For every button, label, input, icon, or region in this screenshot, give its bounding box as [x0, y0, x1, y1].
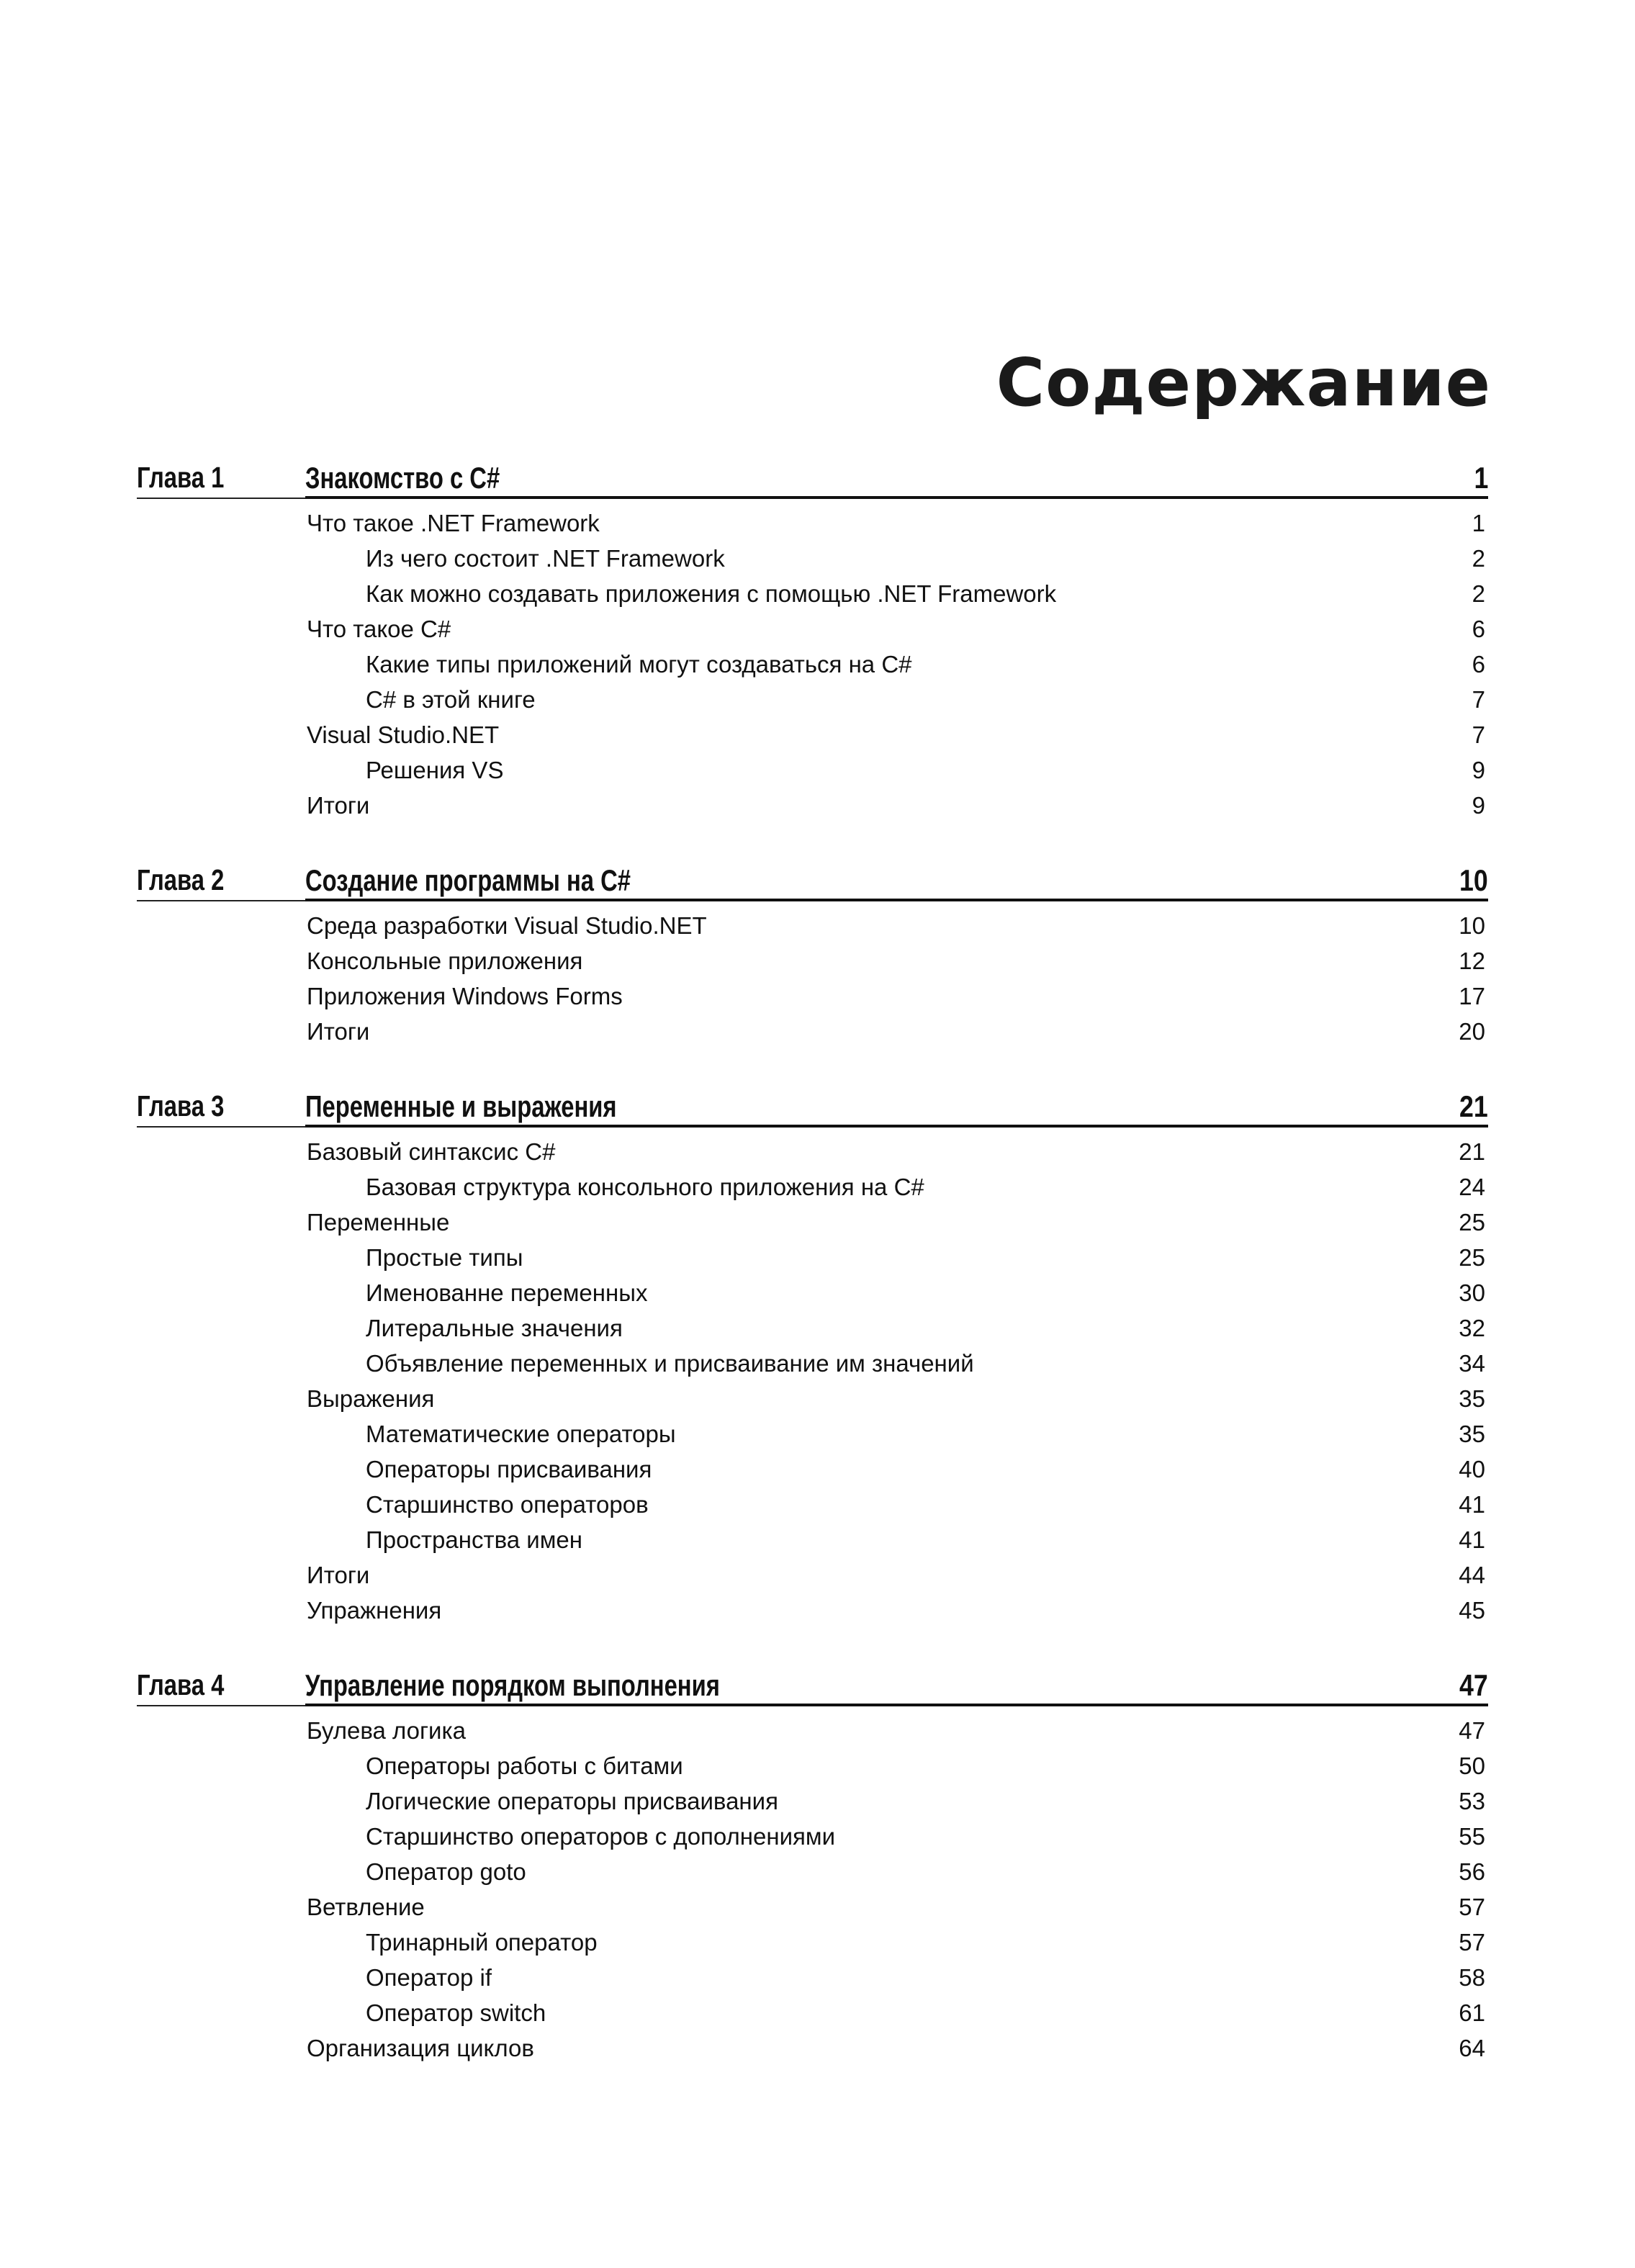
toc-entry-title: Из чего состоит .NET Framework	[366, 545, 725, 572]
toc-entry-page-number: 41	[1459, 1491, 1485, 1518]
chapter-label: Глава 2	[137, 863, 225, 896]
toc-entry[interactable]	[137, 505, 1488, 541]
toc-entry[interactable]	[137, 788, 1488, 823]
toc-entry[interactable]	[137, 1240, 1488, 1275]
toc-entry-title: Итоги	[307, 792, 370, 819]
toc-entry-page-number: 55	[1459, 1823, 1485, 1850]
toc-entry-title: Среда разработки Visual Studio.NET	[307, 912, 707, 939]
toc-entry-title: Базовый синтаксис C#	[307, 1138, 556, 1165]
chapter-spacer	[137, 1628, 1488, 1662]
toc-entry-title: Булева логика	[307, 1717, 466, 1744]
chapter-title: Управление порядком выполнения	[305, 1668, 720, 1702]
toc-entry[interactable]	[137, 1134, 1488, 1169]
toc-entry[interactable]	[137, 1169, 1488, 1205]
chapter-title: Знакомство с C#	[305, 461, 500, 495]
chapter-spacer	[137, 1049, 1488, 1084]
chapter-rule-thick	[305, 496, 1488, 499]
chapter-entries	[137, 500, 1488, 823]
toc-entry-title: Математические операторы	[366, 1421, 676, 1447]
toc-entry-title: Базовая структура консольного приложения на C#	[366, 1174, 924, 1200]
toc-entry[interactable]	[137, 576, 1488, 611]
toc-entry-page-number: 57	[1459, 1894, 1485, 1920]
toc-entry[interactable]	[137, 1416, 1488, 1452]
toc-entry[interactable]	[137, 1205, 1488, 1240]
toc-entry-page-number: 25	[1459, 1244, 1485, 1271]
chapter-section	[137, 858, 1488, 1049]
toc-entry[interactable]	[137, 541, 1488, 576]
toc-entry[interactable]	[137, 908, 1488, 943]
toc-entry-title: Старшинство операторов	[366, 1491, 649, 1518]
toc-entry-title: Visual Studio.NET	[307, 721, 500, 748]
chapter-label: Глава 4	[137, 1668, 225, 1701]
toc-entry-title: Операторы работы с битами	[366, 1752, 683, 1779]
toc-entry-page-number: 64	[1459, 2035, 1485, 2061]
toc-entry[interactable]	[137, 1310, 1488, 1346]
toc-entry-title: Объявление переменных и присваивание им значений	[366, 1350, 974, 1377]
toc-entry-title: C# в этой книге	[366, 686, 536, 713]
toc-entry-title: Что такое C#	[307, 616, 451, 642]
toc-entry[interactable]	[137, 978, 1488, 1014]
chapter-section	[137, 1084, 1488, 1628]
chapter-rule-thin	[137, 498, 305, 499]
toc-entry-title: Как можно создавать приложения с помощью .NET Framework	[366, 580, 1057, 607]
toc-entry[interactable]	[137, 1522, 1488, 1557]
toc-entry[interactable]	[137, 1014, 1488, 1049]
chapter-spacer	[137, 823, 1488, 858]
toc-entry-page-number: 45	[1459, 1597, 1485, 1624]
chapter-entries	[137, 902, 1488, 1049]
toc-entry[interactable]	[137, 1995, 1488, 2030]
toc-entry-page-number: 61	[1459, 1999, 1485, 2026]
toc-entry[interactable]	[137, 752, 1488, 788]
toc-entry-page-number: 24	[1459, 1174, 1485, 1200]
chapter-rule-thick	[305, 899, 1488, 901]
toc-entry-title: Переменные	[307, 1209, 450, 1236]
toc-entry-title: Оператор switch	[366, 1999, 546, 2026]
toc-entry-page-number: 34	[1459, 1350, 1485, 1377]
toc-entry-title: Выражения	[307, 1385, 435, 1412]
toc-entry-title: Ветвление	[307, 1894, 425, 1920]
toc-entry[interactable]	[137, 1713, 1488, 1748]
toc-entry[interactable]	[137, 1593, 1488, 1628]
chapter-page-number: 21	[1459, 1089, 1488, 1123]
toc-entry-page-number: 9	[1472, 792, 1485, 819]
chapter-title: Создание программы на C#	[305, 863, 631, 897]
toc-entry[interactable]	[137, 1275, 1488, 1310]
toc-entry-title: Консольные приложения	[307, 948, 583, 974]
toc-entry[interactable]	[137, 1960, 1488, 1995]
toc-entry-page-number: 44	[1459, 1562, 1485, 1588]
toc-entry-title: Упражнения	[307, 1597, 442, 1624]
chapter-section	[137, 455, 1488, 823]
toc-entry-title: Организация циклов	[307, 2035, 534, 2061]
toc-entry-page-number: 2	[1472, 580, 1485, 607]
toc-entry[interactable]	[137, 2030, 1488, 2066]
chapter-heading[interactable]	[137, 858, 1488, 902]
toc-entry[interactable]	[137, 1889, 1488, 1925]
toc-entry-page-number: 25	[1459, 1209, 1485, 1236]
toc-entry-page-number: 12	[1459, 948, 1485, 974]
toc-entry[interactable]	[137, 1452, 1488, 1487]
toc-entry[interactable]	[137, 1487, 1488, 1522]
toc-entry-page-number: 53	[1459, 1788, 1485, 1814]
toc-entry[interactable]	[137, 1854, 1488, 1889]
chapter-page-number: 47	[1459, 1668, 1488, 1702]
chapter-rule-thick	[305, 1704, 1488, 1706]
toc-entry-page-number: 40	[1459, 1456, 1485, 1482]
toc-entry-title: Именованне переменных	[366, 1279, 648, 1306]
toc-entry-page-number: 10	[1459, 912, 1485, 939]
toc-entry-page-number: 6	[1472, 651, 1485, 678]
toc-entry-page-number: 32	[1459, 1315, 1485, 1341]
chapter-rule-thin	[137, 1126, 305, 1128]
toc-entry-page-number: 6	[1472, 616, 1485, 642]
toc-entry-page-number: 1	[1472, 510, 1485, 536]
toc-entry[interactable]	[137, 1748, 1488, 1783]
toc-entry-title: Операторы присваивания	[366, 1456, 652, 1482]
toc-entry-page-number: 56	[1459, 1858, 1485, 1885]
toc-entry-page-number: 9	[1472, 757, 1485, 783]
toc-entry[interactable]	[137, 1819, 1488, 1854]
toc-entry-page-number: 7	[1472, 721, 1485, 748]
toc-entry-title: Пространства имен	[366, 1526, 582, 1553]
chapter-heading[interactable]	[137, 1662, 1488, 1707]
chapter-title: Переменные и выражения	[305, 1089, 617, 1123]
chapter-heading[interactable]	[137, 1084, 1488, 1128]
toc-entry[interactable]	[137, 1925, 1488, 1960]
toc-entry[interactable]	[137, 1557, 1488, 1593]
toc-entry-page-number: 50	[1459, 1752, 1485, 1779]
toc-entry[interactable]	[137, 611, 1488, 647]
page-title: Содержание	[996, 344, 1491, 421]
toc-entry[interactable]	[137, 943, 1488, 978]
toc-entry-page-number: 2	[1472, 545, 1485, 572]
toc-entry-page-number: 35	[1459, 1385, 1485, 1412]
toc-entry-page-number: 41	[1459, 1526, 1485, 1553]
toc-entry-title: Итоги	[307, 1562, 370, 1588]
toc-entry[interactable]	[137, 682, 1488, 717]
chapter-section	[137, 1662, 1488, 2066]
toc-entry[interactable]	[137, 647, 1488, 682]
chapter-page-number: 10	[1459, 863, 1488, 897]
chapter-rule-thin	[137, 1705, 305, 1706]
toc-entry-page-number: 7	[1472, 686, 1485, 713]
toc-entry-title: Логические операторы присваивания	[366, 1788, 778, 1814]
table-of-contents	[137, 455, 1488, 2066]
toc-entry-title: Оператор goto	[366, 1858, 526, 1885]
chapter-rule-thick	[305, 1125, 1488, 1128]
chapter-label: Глава 3	[137, 1089, 225, 1122]
toc-entry-title: Итоги	[307, 1018, 370, 1045]
toc-entry[interactable]	[137, 1346, 1488, 1381]
toc-entry-page-number: 17	[1459, 983, 1485, 1009]
chapter-page-number: 1	[1474, 461, 1488, 495]
toc-entry[interactable]	[137, 717, 1488, 752]
toc-entry[interactable]	[137, 1783, 1488, 1819]
chapter-entries	[137, 1128, 1488, 1628]
toc-entry-title: Литеральные значения	[366, 1315, 623, 1341]
toc-entry-page-number: 21	[1459, 1138, 1485, 1165]
toc-entry-title: Решения VS	[366, 757, 504, 783]
chapter-heading[interactable]	[137, 455, 1488, 500]
toc-entry-title: Тринарный оператор	[366, 1929, 598, 1956]
toc-entry-page-number: 20	[1459, 1018, 1485, 1045]
toc-entry-title: Какие типы приложений могут создаваться на C#	[366, 651, 912, 678]
chapter-entries	[137, 1707, 1488, 2066]
toc-entry-title: Старшинство операторов с дополнениями	[366, 1823, 836, 1850]
toc-entry[interactable]	[137, 1381, 1488, 1416]
toc-entry-title: Оператор if	[366, 1964, 492, 1991]
toc-entry-page-number: 57	[1459, 1929, 1485, 1956]
toc-entry-title: Что такое .NET Framework	[307, 510, 600, 536]
toc-entry-title: Приложения Windows Forms	[307, 983, 623, 1009]
toc-entry-page-number: 30	[1459, 1279, 1485, 1306]
chapter-label: Глава 1	[137, 461, 225, 494]
chapter-rule-thin	[137, 900, 305, 901]
toc-entry-page-number: 35	[1459, 1421, 1485, 1447]
toc-entry-page-number: 58	[1459, 1964, 1485, 1991]
toc-entry-page-number: 47	[1459, 1717, 1485, 1744]
toc-entry-title: Простые типы	[366, 1244, 523, 1271]
